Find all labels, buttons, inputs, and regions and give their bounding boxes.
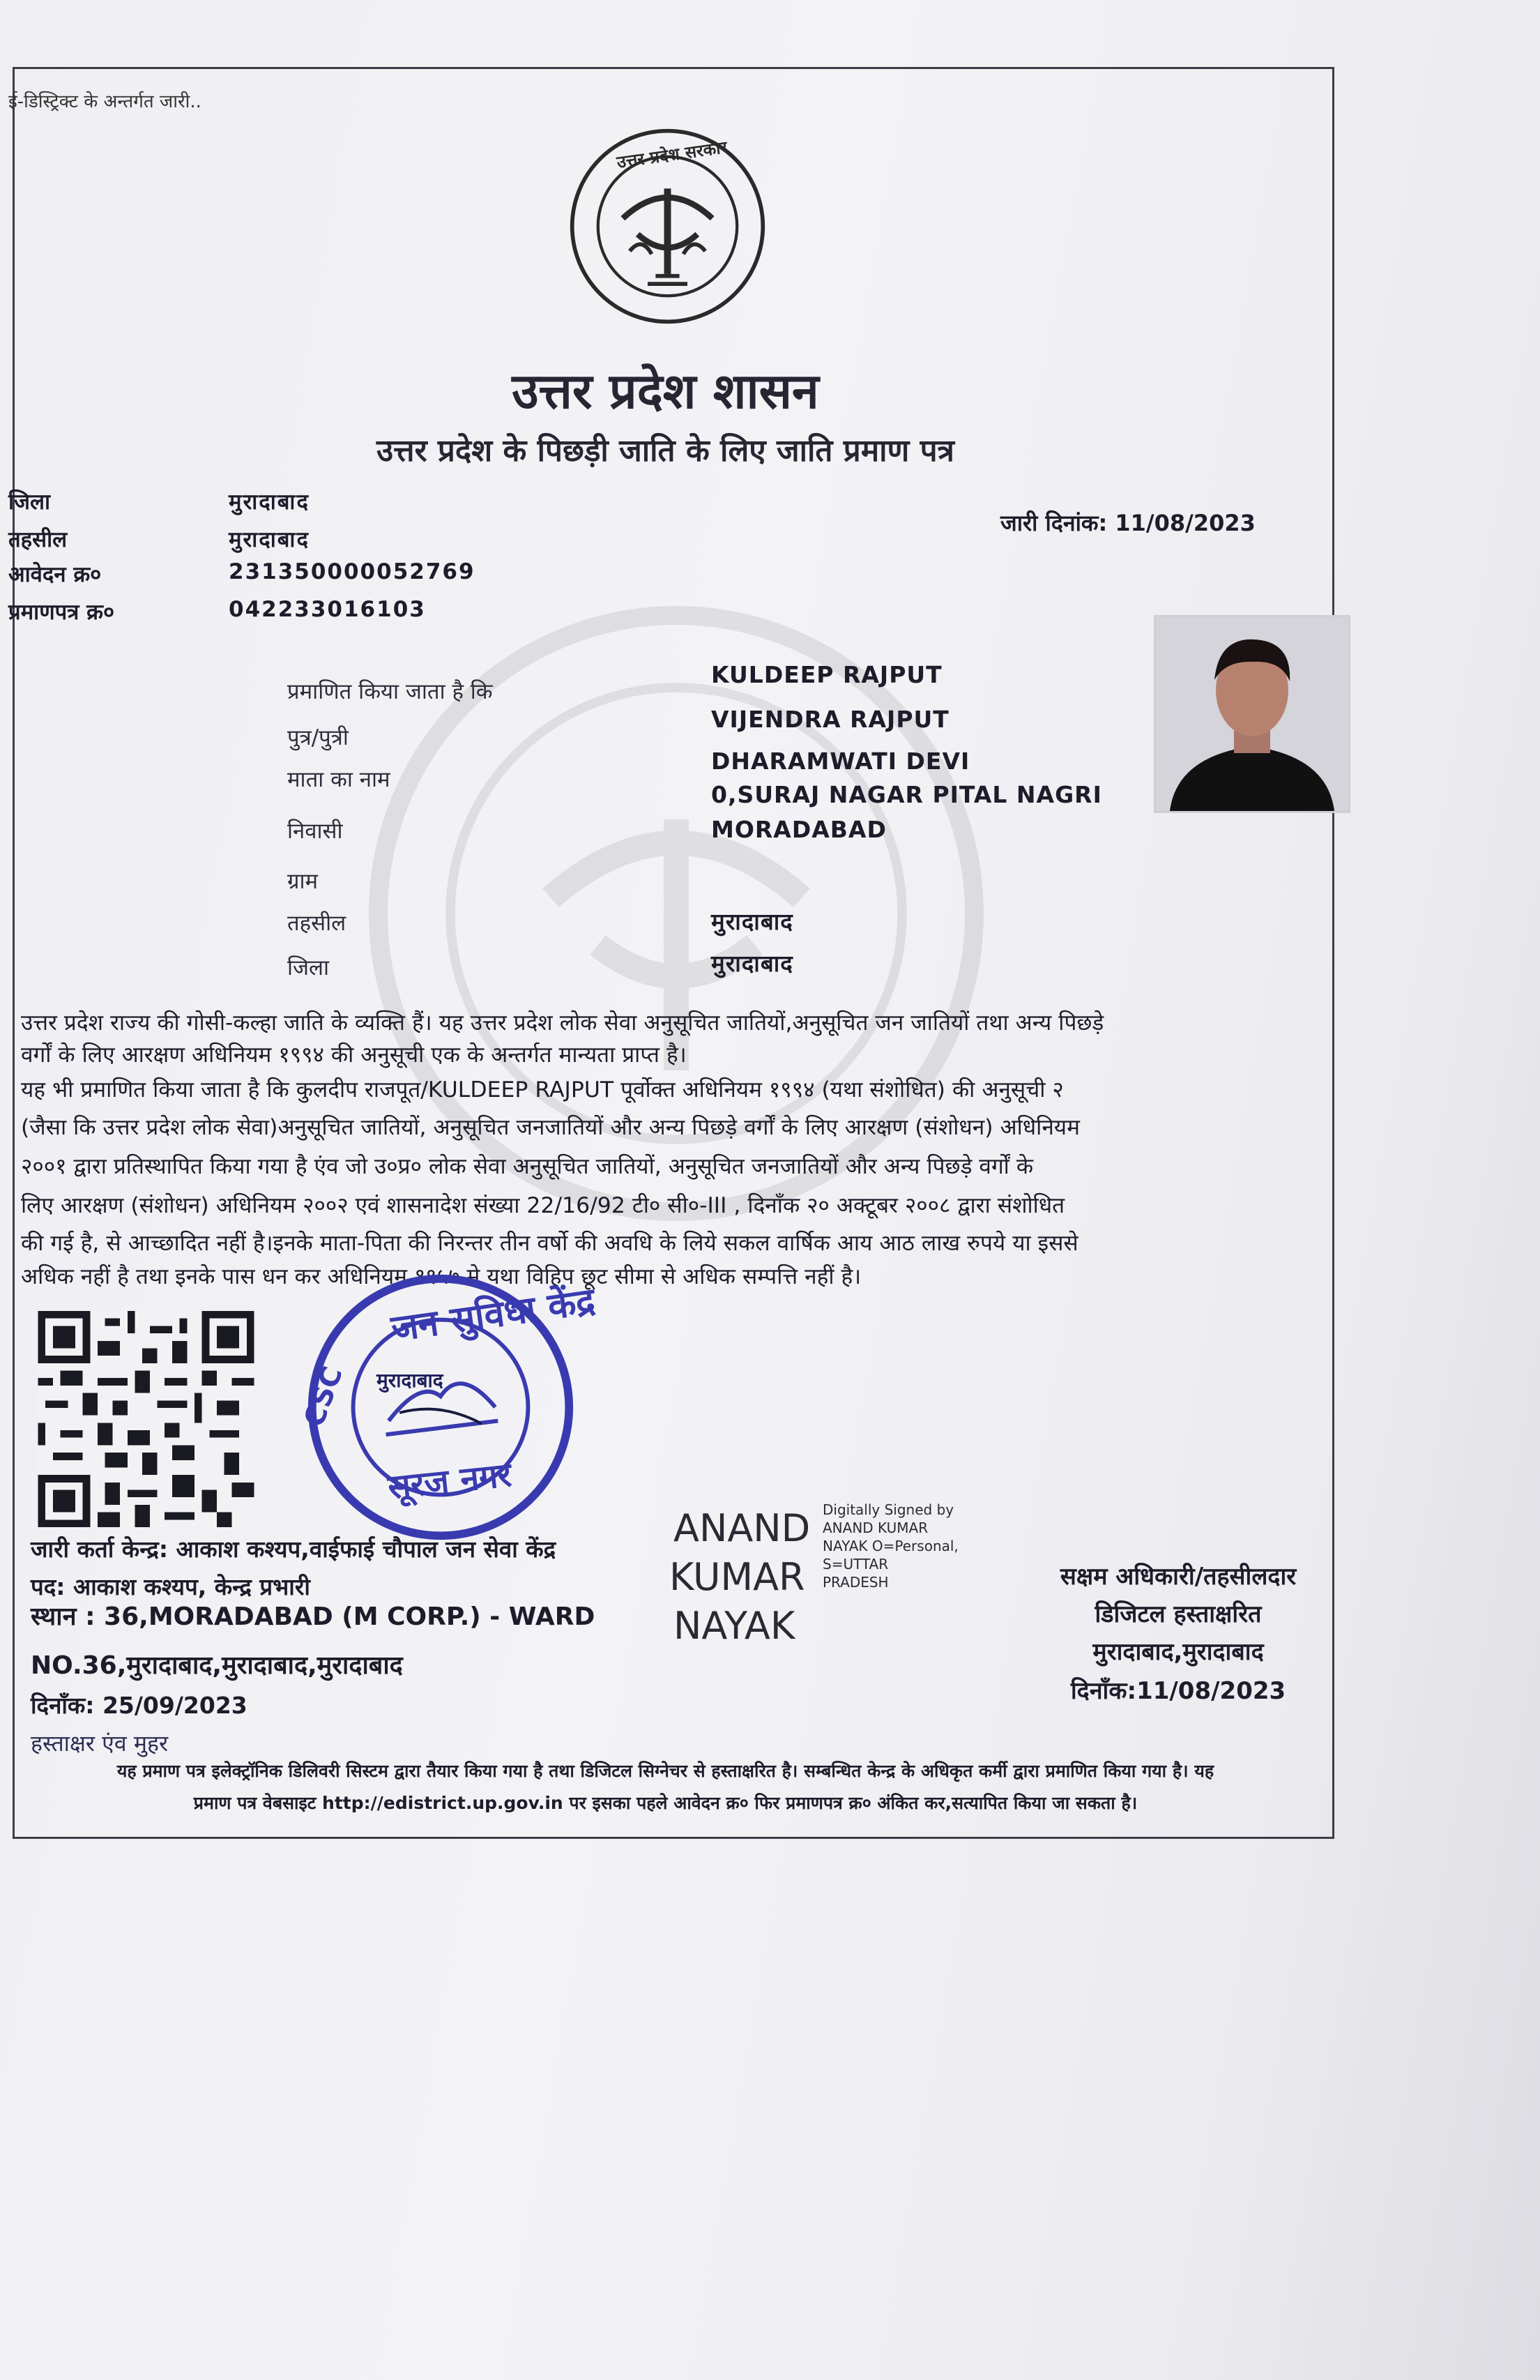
district-value: मुरादाबाद — [711, 950, 793, 977]
applicant-name: KULDEEP RAJPUT — [711, 661, 943, 688]
meta-district-label: जिला — [8, 490, 51, 515]
officer-title: सक्षम अधिकारी/तहसीलदार — [1060, 1563, 1297, 1591]
issuer-place-line1: स्थान : 36,MORADABAD (M CORP.) - WARD — [31, 1602, 595, 1631]
mother-name: DHARAMWATI DEVI — [711, 748, 970, 775]
meta-certificate-value: 042233016103 — [229, 597, 426, 622]
father-name: VIJENDRA RAJPUT — [711, 706, 950, 733]
body-line-6: लिए आरक्षण (संशोधन) अधिनियम २००२ एवं शासनादेश संख्या 22/16/92 टी० सी०-III , दिनाँक २० अक्टूबर २००८ द्वारा संशोधित — [21, 1193, 1065, 1218]
officer-place: मुरादाबाद,मुरादाबाद — [1092, 1638, 1264, 1666]
certify-label: प्रमाणित किया जाता है कि — [287, 679, 493, 704]
page-title: उत्तर प्रदेश शासन — [512, 363, 819, 420]
district-label: जिला — [287, 955, 330, 980]
digital-sign-detail-2: ANAND KUMAR — [823, 1519, 929, 1536]
digital-sign-detail-4: S=UTTAR — [823, 1556, 889, 1572]
meta-tehsil-label: तहसील — [8, 527, 68, 552]
issuer-date: दिनाँक: 25/09/2023 — [31, 1692, 247, 1719]
issuer-post: पद: आकाश कश्यप, केन्द्र प्रभारी — [31, 1573, 310, 1600]
seal-top-text: जन सुविधा केंद्र — [388, 1280, 598, 1351]
address-line2: MORADABAD — [711, 816, 887, 843]
resident-label: निवासी — [287, 819, 343, 844]
tehsil-value: मुरादाबाद — [711, 908, 793, 935]
emblem-text: उत्तर प्रदेश सरकार — [615, 137, 729, 172]
body-line-1: उत्तर प्रदेश राज्य की गोसी-कल्हा जाति के व्यक्ति हैं। यह उत्तर प्रदेश लोक सेवा अनुसूचित जातियों,अनुसूचित जन जातियों तथा अन्य पिछड़े — [21, 1010, 1104, 1036]
applicant-photo — [1154, 615, 1350, 813]
qr-code[interactable] — [36, 1311, 256, 1527]
header-note: ई-डिस्ट्रिक्ट के अन्तर्गत जारी.. — [8, 91, 201, 112]
officer-date: दिनाँक:11/08/2023 — [1070, 1677, 1286, 1705]
meta-district-value: मुरादाबाद — [229, 490, 310, 515]
issuer-centre: जारी कर्ता केन्द्र: आकाश कश्यप,वाईफाई चौपाल जन सेवा केंद्र — [31, 1536, 556, 1563]
body-line-7: की गई है, से आच्छादित नहीं है।इनके माता-पिता की निरन्तर तीन वर्षो की अवधि के लिये सकल वार्षिक आय आठ लाख रुपये या इससे — [21, 1231, 1078, 1256]
digital-sign-detail-3: NAYAK O=Personal, — [823, 1538, 959, 1554]
footer-line-1: यह प्रमाण पत्र इलेक्ट्रॉनिक डिलिवरी सिस्टम द्वारा तैयार किया गया है तथा डिजिटल सिग्नेचर से हस्ताक्षरित है। सम्बन्धित केन्द्र के अधिकृत कर्मी द्वारा प्रमाणित किया गया है। यह — [116, 1761, 1214, 1781]
digital-signer-name-2: KUMAR — [669, 1555, 805, 1599]
issue-date: जारी दिनांक: 11/08/2023 — [1000, 510, 1256, 536]
address-line1: 0,SURAJ NAGAR PITAL NAGRI — [711, 781, 1102, 808]
body-line-8: अधिक नहीं है तथा इनके पास धन कर अधिनियम १९५७ मे यथा विहिप छूट सीमा से अधिक सम्पत्ति नहीं है। — [21, 1264, 862, 1289]
digital-sign-detail-1: Digitally Signed by — [823, 1501, 954, 1518]
meta-application-label: आवेदन क्र० — [8, 562, 102, 587]
meta-certificate-label: प्रमाणपत्र क्र० — [8, 600, 115, 625]
body-line-4: (जैसा कि उत्तर प्रदेश लोक सेवा)अनुसूचित जातियों, अनुसूचित जनजातियों और अन्य पिछड़े वर्गों के लिए आरक्षण (संशोधन) अधिनियम — [21, 1115, 1080, 1140]
footer-line-2: प्रमाण पत्र वेबसाइट http://edistrict.up.gov.in पर इसका पहले आवेदन क्र० फिर प्रमाणपत्र क्र० अंकित कर,सत्यापित किया जा सकता है। — [193, 1793, 1138, 1813]
officer-sign: डिजिटल हस्ताक्षरित — [1095, 1600, 1262, 1628]
body-line-2: वर्गों के लिए आरक्षण अधिनियम १९९४ की अनुसूची एक के अन्तर्गत मान्यता प्राप्त है। — [21, 1043, 687, 1068]
meta-application-value: 231350000052769 — [229, 559, 475, 584]
digital-signer-name-3: NAYAK — [673, 1604, 795, 1648]
body-line-3: यह भी प्रमाणित किया जाता है कि कुलदीप राजपूत/KULDEEP RAJPUT पूर्वोक्त अधिनियम १९९४ (यथा संशोधित) की अनुसूची २ — [21, 1077, 1064, 1102]
seal-side-text: CSC — [298, 1362, 349, 1432]
page-subtitle: उत्तर प्रदेश के पिछड़ी जाति के लिए जाति प्रमाण पत्र — [376, 433, 954, 469]
seal-bottom-text: सूरज नगर — [386, 1455, 514, 1508]
issuer-place-line2: NO.36,मुरादाबाद,मुरादाबाद,मुरादाबाद — [31, 1651, 403, 1680]
village-label: ग्राम — [287, 869, 319, 894]
mother-label: माता का नाम — [287, 767, 390, 792]
body-line-5: २००१ द्वारा प्रतिस्थापित किया गया है एंव जो उ०प्र० लोक सेवा अनुसूचित जातियों, अनुसूचित जनजातियों और अन्य पिछड़े वर्गों के — [21, 1154, 1034, 1179]
digital-sign-detail-5: PRADESH — [823, 1574, 889, 1591]
tehsil-label: तहसील — [287, 911, 346, 936]
son-daughter-label: पुत्र/पुत्री — [287, 725, 349, 750]
seal-center-text: मुरादाबाद — [376, 1369, 443, 1392]
meta-tehsil-value: मुरादाबाद — [229, 527, 310, 552]
digital-signer-name-1: ANAND — [673, 1506, 811, 1550]
sign-caption: हस्ताक्षर एंव मुहर — [31, 1730, 169, 1757]
